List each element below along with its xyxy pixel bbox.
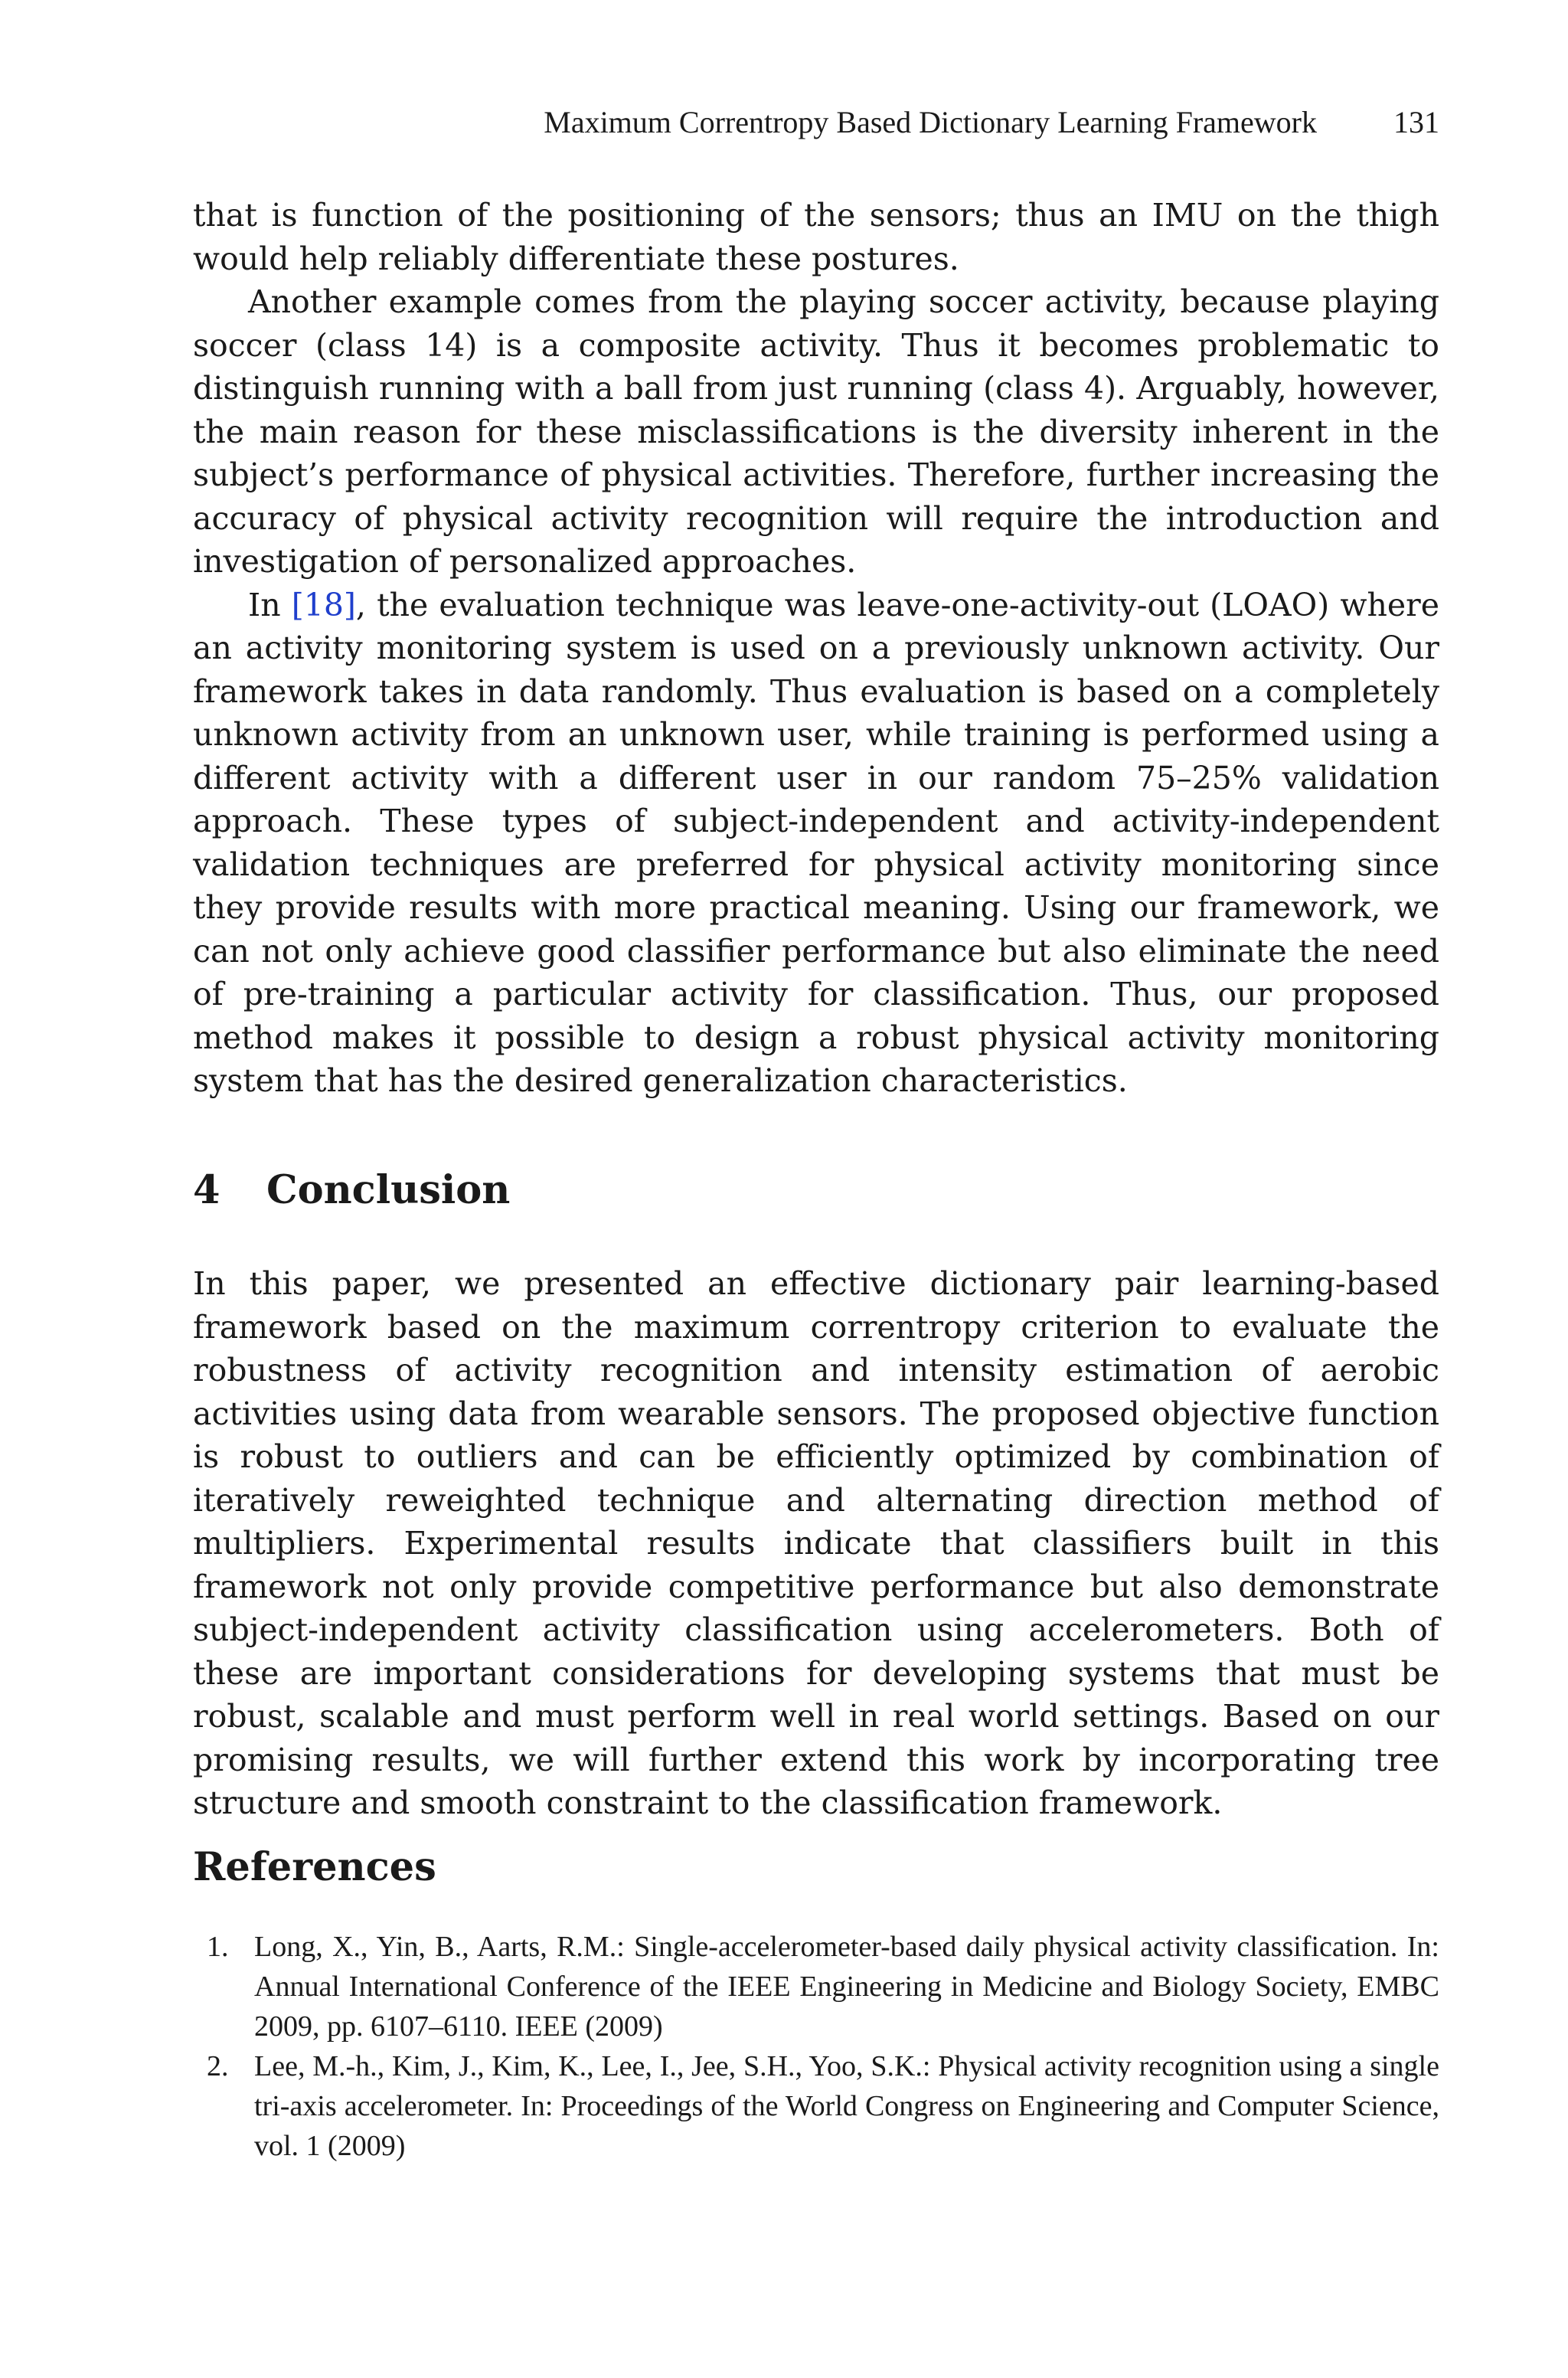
reference-number: 1.	[207, 1931, 229, 1963]
reference-text: Lee, M.-h., Kim, J., Kim, K., Lee, I., Jee, S.H., Yoo, S.K.: Physical activity recognition using a single tri-axis accelerometer. In: Proceedings of the World Congress on Engineering and Computer Science, vol. 1 (2009)	[254, 2050, 1439, 2162]
discussion-text	[193, 194, 1439, 1103]
conclusion-paragraph: In this paper, we presented an effective dictionary pair learning-based framework based on the maximum correntropy criterion to evaluate the robustness of activity recognition and intensity estimation of aerobic activities using data from wearable sensors. The proposed objective function is robust to outliers and can be efficiently optimized by combination of iteratively reweighted technique and alternating direction method of multipliers. Experimental results indicate that classifiers built in this framework not only provide competitive performance but also demonstrate subject-independent activity classification using accelerometers. Both of these are important considerations for developing systems that must be robust, scalable and must perform well in real world settings. Based on our promising results, we will further extend this work by incorporating tree structure and smooth constraint to the classification framework.	[193, 1265, 1439, 1821]
references-list	[193, 1927, 1439, 2166]
reference-item	[193, 2046, 1439, 2166]
reference-item	[193, 1927, 1439, 2046]
reference-text: Long, X., Yin, B., Aarts, R.M.: Single-accelerometer-based daily physical activity classification. In: Annual International Conference of the IEEE Engineering in Medicine and Biology Society, EMBC 2009, pp. 6107–6110. IEEE (2009)	[254, 1931, 1439, 2043]
paragraph-3-body: , the evaluation technique was leave-one-activity-out (LOAO) where an activity monitoring system is used on a previously unknown activity. Our framework takes in data randomly. Thus evaluation is based on a completely unknown activity from an unknown user, while training is performed using a different activity with a different user in our random 75–25% validation approach. These types of subject-independent and activity-independent validation techniques are preferred for physical activity monitoring since they provide results with more practical meaning. Using our framework, we can not only achieve good classifier performance but also eliminate the need of pre-training a particular activity for classification. Thus, our proposed method makes it possible to design a robust physical activity monitoring system that has the desired generalization characteristics.	[193, 586, 1439, 1099]
citation-link-18[interactable]: [18]	[291, 586, 356, 623]
paragraph-3-lead: In	[248, 586, 292, 623]
section-number: 4	[193, 1167, 220, 1213]
paragraph-2: Another example comes from the playing soccer activity, because playing soccer (class 14) is a composite activity. Thus it becomes problematic to distinguish running with a ball from just running (class 4). Arguably, however, the main reason for these misclassifications is the diversity inherent in the subject’s performance of physical activities. Therefore, further increasing the accuracy of physical activity recognition will require the introduction and investigation of personalized approaches.	[193, 283, 1439, 580]
conclusion-text	[193, 1262, 1439, 1825]
paragraph-3	[193, 584, 1439, 1103]
paragraph-1: that is function of the positioning of the sensors; thus an IMU on the thigh would help reliably differentiate these postures.	[193, 197, 1439, 277]
conclusion-heading	[193, 1166, 510, 1215]
section-title: Conclusion	[266, 1167, 511, 1213]
references-heading: References	[193, 1844, 436, 1890]
running-title: Maximum Correntropy Based Dictionary Learning Framework	[544, 105, 1317, 139]
page-number: 131	[1393, 105, 1439, 139]
reference-number: 2.	[207, 2050, 229, 2082]
running-header	[193, 100, 1439, 146]
